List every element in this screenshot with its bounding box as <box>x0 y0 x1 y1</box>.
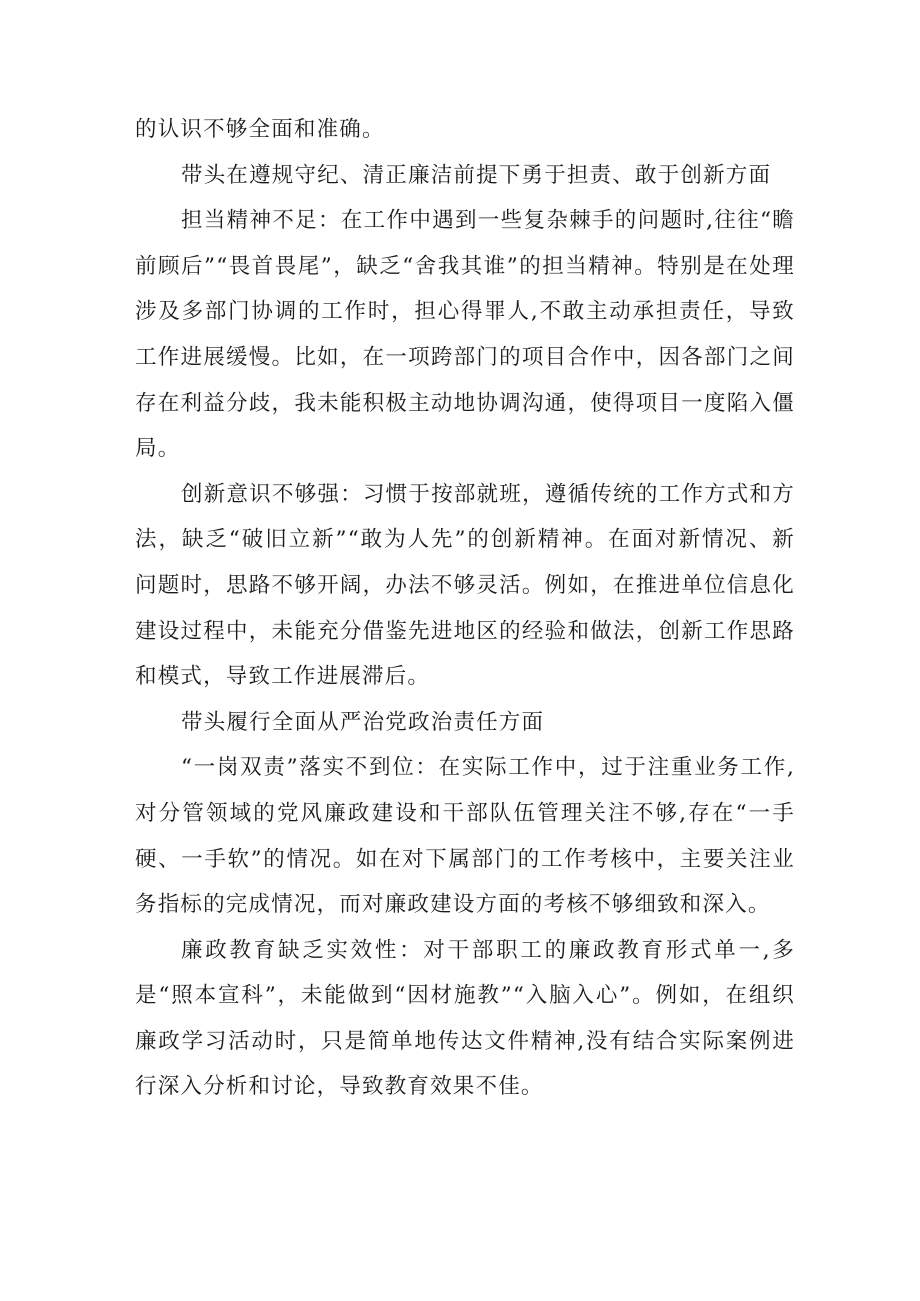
paragraph-dual-duty: “一岗双责”落实不到位：在实际工作中，过于注重业务工作,对分管领域的党风廉政建设和干部队伍管理关注不够,存在“一手硬、一手软”的情况。如在对下属部门的工作考核中，主要关注业务指标的完成情况，而对廉政建设方面的考核不够细致和深入。 <box>135 755 795 918</box>
section-heading-accountability: 带头在遵规守纪、清正廉洁前提下勇于担责、敢于创新方面 <box>181 162 772 188</box>
paragraph-continuation: 的认识不够全面和准确。 <box>135 117 385 142</box>
paragraph-responsibility: 担当精神不足：在工作中遇到一些复杂棘手的问题时,往往“瞻前顾后”“畏首畏尾”，缺乏“舍我其谁”的担当精神。特别是在处理涉及多部门协调的工作时，担心得罪人,不敢主动承担责任，导致工作进展缓慢。比如，在一项跨部门的项目合作中，因各部门之间存在利益分歧，我未能积极主动地协调沟通，使得项目一度陷入僵局。 <box>135 208 795 462</box>
section-heading-party-governance: 带头履行全面从严治党政治责任方面 <box>181 709 545 735</box>
document-body <box>135 107 795 1110</box>
paragraph-innovation: 创新意识不够强：习惯于按部就班，遵循传统的工作方式和方法，缺乏“破旧立新”“敢为人先”的创新精神。在面对新情况、新问题时，思路不够开阔，办法不够灵活。例如，在推进单位信息化建设过程中，未能充分借鉴先进地区的经验和做法，创新工作思路和模式，导致工作进展滞后。 <box>135 481 795 690</box>
paragraph-integrity-education: 廉政教育缺乏实效性：对干部职工的廉政教育形式单一,多是“照本宣科”，未能做到“因材施教”“入脑入心”。例如，在组织廉政学习活动时，只是简单地传达文件精神,没有结合实际案例进行深入分析和讨论，导致教育效果不佳。 <box>135 937 795 1100</box>
